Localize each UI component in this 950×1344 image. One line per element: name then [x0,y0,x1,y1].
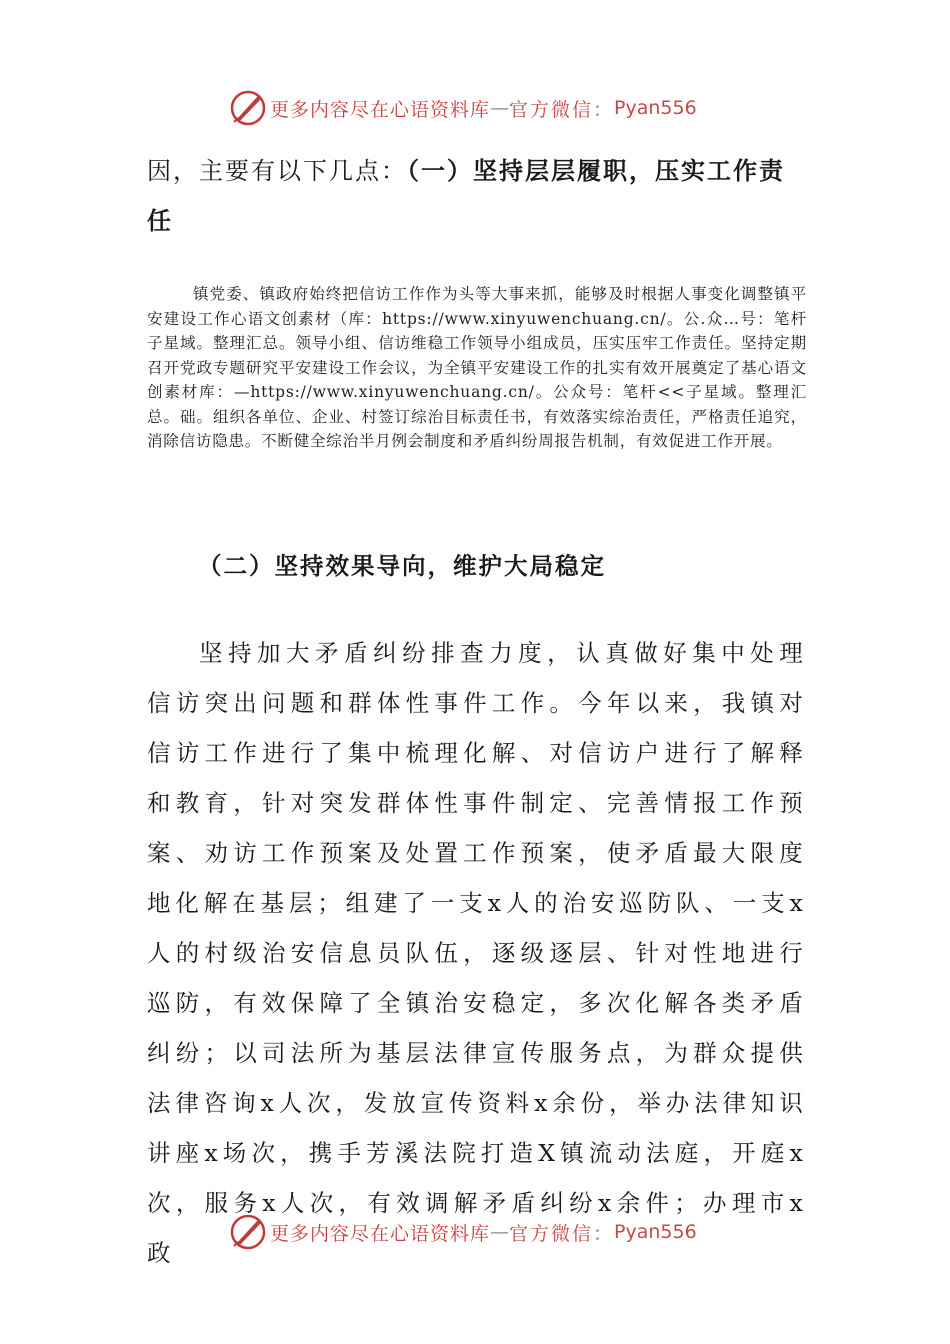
watermark-banner-bottom [228,1212,728,1252]
paragraph-2: 坚持加大矛盾纠纷排查力度，认真做好集中处理信访突出问题和群体性事件工作。今年以来，我镇对信访工作进行了集中梳理化解、对信访户进行了解释和教育，针对突发群体性事件制定、完善情报工作预案、劝访工作预案及处置工作预案，使矛盾最大限度地化解在基层；组建了一支x人的治安巡防队、一支x人的村级治安信息员队伍，逐级逐层、针对性地进行巡防，有效保障了全镇治安稳定，多次化解各类矛盾纠纷；以司法所为基层法律宣传服务点，为群众提供法律咨询x人次，发放宣传资料x余份，举办法律知识讲座x场次，携手芳溪法院打造X镇流动法庭，开庭x次，服务x人次，有效调解矛盾纠纷x余件；办理市x政 [147,639,807,1267]
watermark-banner-top [228,88,728,128]
watermark-wechat-id: Pyan556 [614,1221,697,1243]
watermark-dash: — [490,97,510,119]
watermark-wechat-id: Pyan556 [614,97,697,119]
watermark-dash: — [490,1221,510,1243]
section-heading-1 [147,146,807,246]
heading-1-title: （一）坚持层层履职，压实工作责任 [147,156,785,235]
watermark-text: 更多内容尽在心语资料库 [270,1222,491,1245]
heading-1-prefix: 因，主要有以下几点： [147,157,407,185]
quill-logo-icon [228,1212,268,1252]
watermark-text: 更多内容尽在心语资料库 [270,98,491,121]
section-heading-2: （二）坚持效果导向，维护大局稳定 [198,552,606,580]
watermark-wechat-label: 官方微信： [509,1222,615,1245]
paragraph-1: 镇党委、镇政府始终把信访工作作为头等大事来抓，能够及时根据人事变化调整镇平安建设工作心语文创素材（库：https://www.xinyuwenchuang.cn/。公.众…号：笔杆子星域。整理汇总。领导小组、信访维稳工作领导小组成员，压实压牢工作责任。坚持定期召开党政专题研究平安建设工作会议，为全镇平安建设工作的扎实有效开展奠定了基心语文创素材库：—https://www.xinyuwenchuang.cn/。公众号：笔杆<<子星域。整理汇总。础。组织各单位、企业、村签订综治目标责任书，有效落实综治责任，严格责任追究，消除信访隐患。不断健全综治半月例会制度和矛盾纠纷周报告机制，有效促进工作开展。 [147,285,807,450]
quill-logo-icon [228,88,268,128]
watermark-wechat-label: 官方微信： [509,98,615,121]
